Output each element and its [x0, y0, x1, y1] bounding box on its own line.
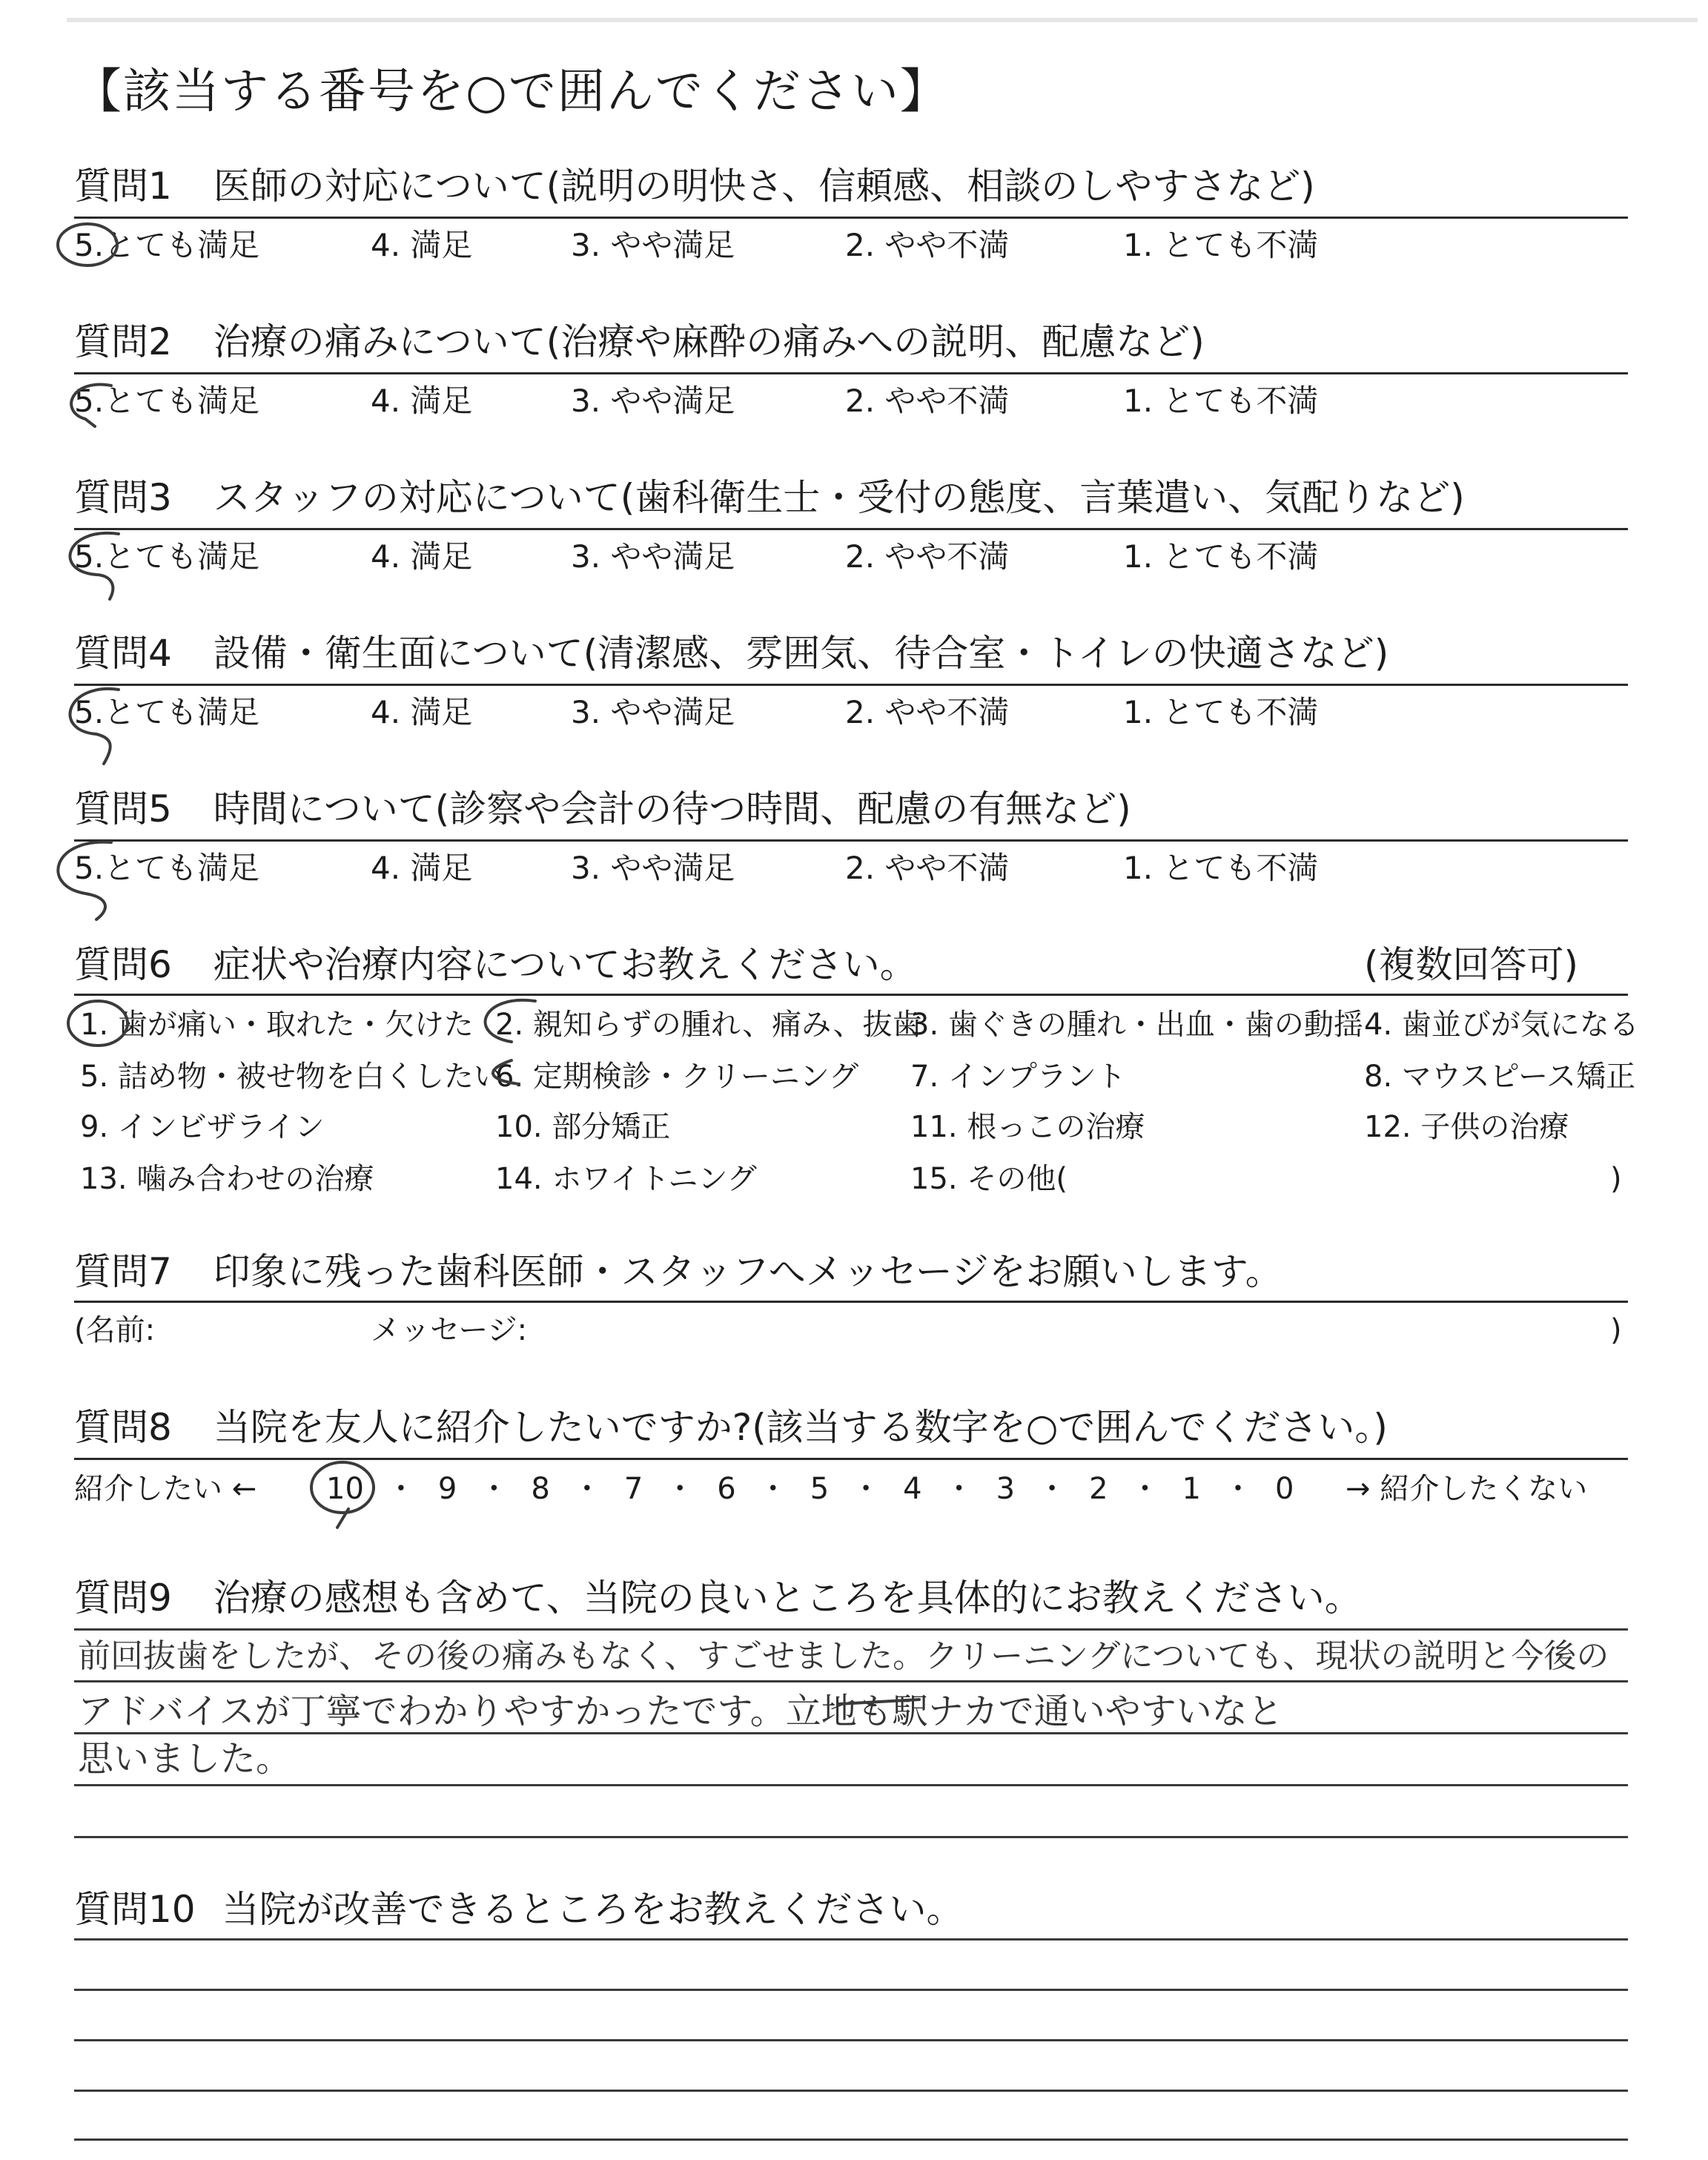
q7-close-paren: ) [1610, 1313, 1622, 1347]
q6-item-14[interactable]: 14. ホワイトニング [495, 1162, 757, 1196]
q6-item-3[interactable]: 3. 歯ぐきの腫れ・出血・歯の動揺 [910, 1008, 1363, 1042]
q2-label: 質問2 [74, 320, 172, 363]
q8-dot: ・ [1130, 1472, 1160, 1506]
q7-rule [74, 1301, 1628, 1303]
q8-score-3[interactable]: 3 [996, 1472, 1016, 1506]
q10-title [74, 1888, 964, 1931]
q6-rule [74, 994, 1628, 996]
q3-label: 質問3 [74, 476, 172, 519]
q2-title [74, 320, 1205, 363]
q8-left-label: 紹介したい ← [74, 1472, 257, 1506]
q3-option-4[interactable]: 4. 満足 [371, 538, 473, 575]
q5-option-3[interactable]: 3. やや満足 [571, 850, 735, 886]
top-edge [67, 18, 1698, 22]
q9-writing-line [74, 1732, 1628, 1734]
q6-item-12[interactable]: 12. 子供の治療 [1364, 1110, 1569, 1144]
q8-dot: ・ [665, 1472, 695, 1506]
q5-option-2[interactable]: 2. やや不満 [845, 850, 1010, 886]
q4-option-3[interactable]: 3. やや満足 [571, 694, 735, 730]
q3-option-2[interactable]: 2. やや不満 [845, 538, 1010, 575]
q8-scale [326, 1474, 1294, 1504]
q8-dot: ・ [1037, 1472, 1068, 1506]
q8-right-label: → 紹介したくない [1345, 1472, 1588, 1506]
q8-dot: ・ [479, 1472, 509, 1506]
q4-text: 設備・衛生面について(清潔感、雰囲気、待合室・トイレの快適さなど) [213, 632, 1389, 675]
q9-answer-line-2: アドバイスが丁寧でわかりやすかったです。立地も駅ナカで通いやすいなと [78, 1691, 1283, 1732]
q8-rule [74, 1458, 1628, 1460]
q6-item-8[interactable]: 8. マウスピース矯正 [1364, 1060, 1636, 1094]
q1-option-2[interactable]: 2. やや不満 [845, 227, 1010, 263]
q10-writing-line [74, 1938, 1628, 1941]
q6-item-6[interactable]: 6. 定期検診・クリーニング [495, 1060, 859, 1094]
q4-label: 質問4 [74, 632, 172, 675]
q1-label: 質問1 [74, 165, 172, 208]
q2-option-5[interactable]: 5.とても満足 [74, 383, 260, 419]
q9-label: 質問9 [74, 1576, 172, 1619]
q2-option-2[interactable]: 2. やや不満 [845, 383, 1010, 419]
q8-label: 質問8 [74, 1406, 172, 1449]
q8-score-0[interactable]: 0 [1274, 1472, 1294, 1506]
q5-title [74, 787, 1131, 830]
q9-text: 治療の感想も含めて、当院の良いところを具体的にお教えください。 [213, 1576, 1362, 1619]
q3-title [74, 476, 1465, 519]
q8-score-9[interactable]: 9 [437, 1472, 457, 1506]
q6-label: 質問6 [74, 943, 172, 986]
q3-option-1[interactable]: 1. とても不満 [1123, 538, 1319, 575]
q9-writing-line [74, 1784, 1628, 1786]
q8-score-6[interactable]: 6 [717, 1472, 736, 1506]
q10-writing-line [74, 2090, 1628, 2092]
q6-item-15-close: ) [1610, 1162, 1622, 1196]
q6-title [74, 943, 917, 986]
q6-item-10[interactable]: 10. 部分矯正 [495, 1110, 671, 1144]
q10-label: 質問10 [74, 1888, 196, 1931]
q9-answer-line-3: 思いました。 [78, 1738, 292, 1780]
q6-item-7[interactable]: 7. インプラント [910, 1060, 1126, 1094]
q6-note: (複数回答可) [1364, 943, 1579, 986]
q10-writing-line [74, 2138, 1628, 2141]
q8-dot: ・ [572, 1472, 602, 1506]
q8-score-8[interactable]: 8 [531, 1472, 550, 1506]
q4-option-4[interactable]: 4. 満足 [371, 694, 473, 730]
q6-item-4[interactable]: 4. 歯並びが気になる [1364, 1008, 1639, 1042]
q3-text: スタッフの対応について(歯科衛生士・受付の態度、言葉遣い、気配りなど) [213, 476, 1465, 519]
q4-option-1[interactable]: 1. とても不満 [1123, 694, 1319, 730]
q1-option-5[interactable]: 5.とても満足 [74, 227, 260, 263]
q6-item-9[interactable]: 9. インビザライン [80, 1110, 325, 1144]
q1-option-1[interactable]: 1. とても不満 [1123, 227, 1319, 263]
q1-text: 医師の対応について(説明の明快さ、信頼感、相談のしやすさなど) [213, 165, 1315, 208]
q6-item-11[interactable]: 11. 根っこの治療 [910, 1110, 1145, 1144]
q4-option-2[interactable]: 2. やや不満 [845, 694, 1010, 730]
q1-rule [74, 217, 1628, 219]
q7-text: 印象に残った歯科医師・スタッフへメッセージをお願いします。 [213, 1250, 1282, 1293]
q8-dot: ・ [758, 1472, 788, 1506]
q8-dot: ・ [851, 1472, 881, 1506]
q7-title [74, 1250, 1282, 1293]
q4-title [74, 632, 1389, 675]
q8-title [74, 1406, 1388, 1449]
q7-label: 質問7 [74, 1250, 172, 1293]
q10-writing-line [74, 1989, 1628, 1991]
q2-option-4[interactable]: 4. 満足 [371, 383, 473, 419]
q6-item-1[interactable]: 1. 歯が痛い・取れた・欠けた [80, 1008, 474, 1042]
q7-message-label: メッセージ: [371, 1313, 528, 1347]
q2-option-3[interactable]: 3. やや満足 [571, 383, 735, 419]
q8-selection-tail [337, 1509, 348, 1527]
q1-option-3[interactable]: 3. やや満足 [571, 227, 735, 263]
q5-option-5[interactable]: 5.とても満足 [74, 850, 260, 886]
q2-option-1[interactable]: 1. とても不満 [1123, 383, 1319, 419]
q1-title [74, 165, 1315, 208]
q9-rule [74, 1628, 1628, 1631]
q9-title [74, 1576, 1362, 1619]
q6-item-2[interactable]: 2. 親知らずの腫れ、痛み、抜歯 [495, 1008, 922, 1042]
q1-option-4[interactable]: 4. 満足 [371, 227, 473, 263]
q2-text: 治療の痛みについて(治療や麻酔の痛みへの説明、配慮など) [213, 320, 1205, 363]
q6-item-15[interactable]: 15. その他( [910, 1162, 1068, 1196]
q7-name-label: (名前: [74, 1313, 156, 1347]
q9-writing-line [74, 1680, 1628, 1682]
q8-dot: ・ [385, 1472, 416, 1506]
q8-score-10[interactable]: 10 [326, 1472, 364, 1506]
q8-dot: ・ [1222, 1472, 1253, 1506]
q3-option-3[interactable]: 3. やや満足 [571, 538, 735, 575]
q10-text: 当院が改善できるところをお教えください。 [222, 1888, 964, 1931]
q6-text: 症状や治療内容についてお教えください。 [213, 943, 917, 986]
q6-item-5[interactable]: 5. 詰め物・被せ物を白くしたい [80, 1060, 503, 1094]
q8-score-2[interactable]: 2 [1089, 1472, 1108, 1506]
q5-text: 時間について(診察や会計の待つ時間、配慮の有無など) [213, 787, 1131, 830]
q2-rule [74, 372, 1628, 374]
q10-writing-line [74, 2039, 1628, 2041]
q8-score-1[interactable]: 1 [1182, 1472, 1201, 1506]
page-header: 【該当する番号を○で囲んでください】 [74, 65, 949, 119]
q9-writing-line [74, 1836, 1628, 1838]
q5-rule [74, 839, 1628, 842]
q9-answer-line-1: 前回抜歯をしたが、その後の痛みもなく、すごせました。クリーニングについても、現状の説明と今後の [78, 1637, 1609, 1675]
q8-text: 当院を友人に紹介したいですか?(該当する数字を○で囲んでください。) [213, 1406, 1388, 1449]
q3-rule [74, 528, 1628, 530]
q8-score-7[interactable]: 7 [623, 1472, 643, 1506]
q3-option-5[interactable]: 5.とても満足 [74, 538, 260, 575]
q8-dot: ・ [944, 1472, 974, 1506]
q4-rule [74, 684, 1628, 686]
q5-option-4[interactable]: 4. 満足 [371, 850, 473, 886]
q4-option-5[interactable]: 5.とても満足 [74, 694, 260, 730]
q8-score-4[interactable]: 4 [903, 1472, 922, 1506]
q8-score-5[interactable]: 5 [810, 1472, 830, 1506]
q5-label: 質問5 [74, 787, 172, 830]
q5-option-1[interactable]: 1. とても不満 [1123, 850, 1319, 886]
q6-item-13[interactable]: 13. 噛み合わせの治療 [80, 1162, 374, 1196]
